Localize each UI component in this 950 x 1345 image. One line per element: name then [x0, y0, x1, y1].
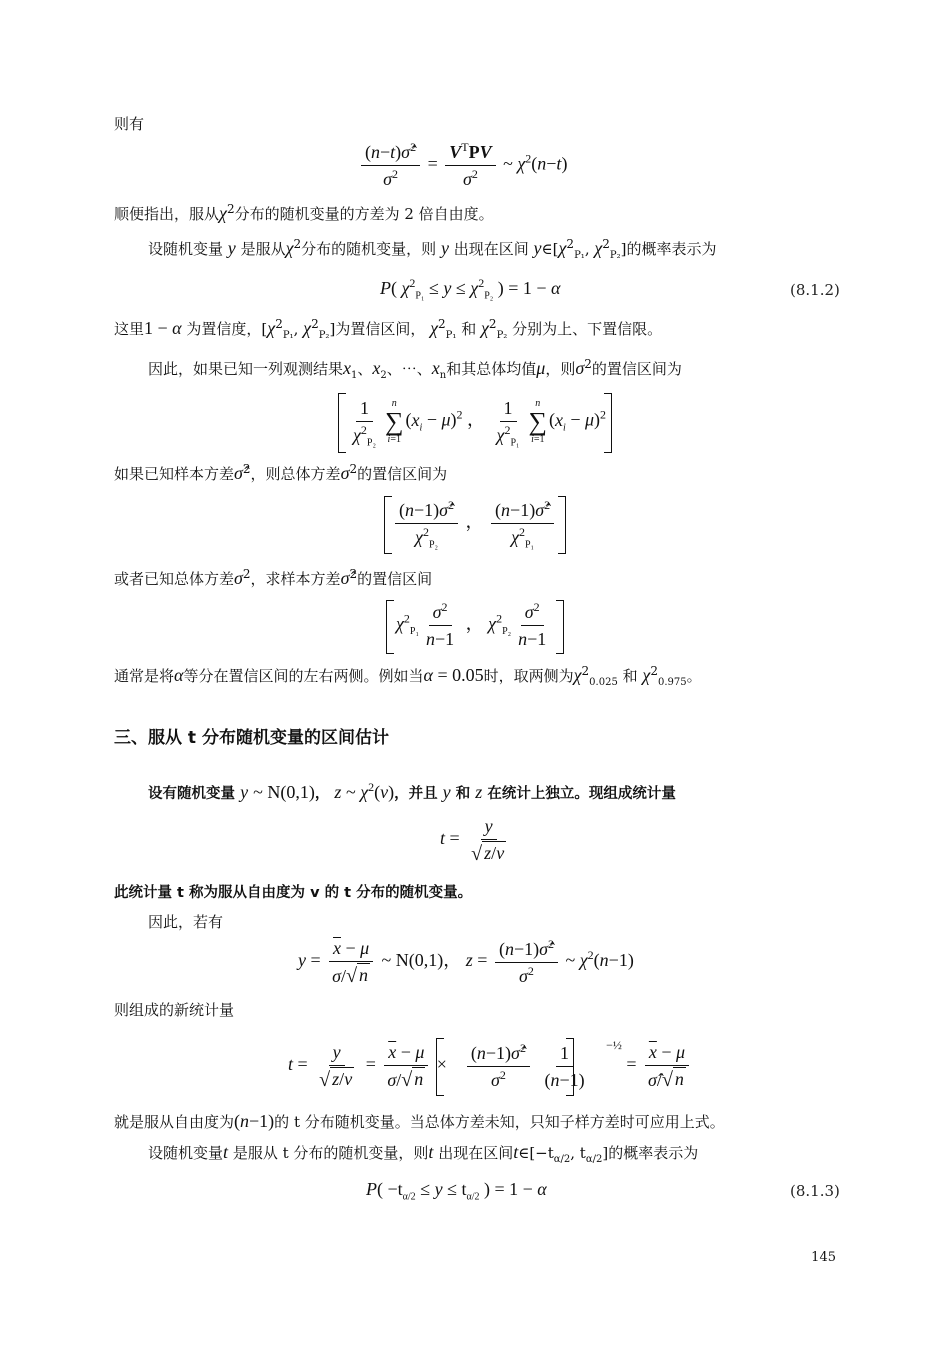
text-line: 顺便指出，服从$\chi^2$分布的随机变量的方差为 2 倍自由度。: [114, 202, 494, 223]
text-line: 设随机变量 y 是服从$\chi^2$分布的随机变量，则 y 出现在区间 $y\in[\chi^2_{P_1}$, $\chi^2_{P_2}$]的概率表示为: [148, 237, 717, 261]
text-line-bold: 此统计量 t 称为服从自由度为 v 的 t 分布的随机变量。: [114, 885, 473, 901]
equation-chi-square-variance: $\frac{(n-t)\sigmâ^2}{\sigma^2}$ = $\frac{V^TPV}{\sigma^2}$ ~ $\chi^2(n-t)$: [358, 140, 567, 191]
equation-t-statistic: t = y √ z/v: [440, 816, 505, 865]
bracket-right: [556, 600, 564, 654]
text-line: 就是服从自由度为(n−1)的 t 分布随机变量。当总体方差未知，只知子样方差时可应用上式。: [114, 1111, 725, 1131]
bracket-left: [384, 496, 392, 554]
equation-y-z-definitions: y = $\overline{x} - \mu$ σ/ √ n ~ N(0,1)， z = $\frac{(n-1)\sigmâ^2}{\sigma^2}$ ~ $\chi^2(n-1)$: [298, 936, 634, 987]
text-line-bold: 设有随机变量 y ~ N(0,1)， z ~ $\chi^2(v)$，并且 y 和 z 在统计上独立。现组成统计量: [148, 780, 676, 802]
equation-8-1-2: P( $\chi^2_{P_1} \le y \le \chi^2_{P_2}$ ) = 1 − α: [380, 276, 561, 302]
page-number: 145: [811, 1250, 836, 1265]
text-line: 通常是将α等分在置信区间的左右两侧。例如当α = 0.05时，取两侧为$\chi^2_{0.025}$ 和 $\chi^2_{0.975}$。: [114, 664, 702, 688]
text-line: 因此，如果已知一列观测结果$x_1$、$x_2$、⋯、$x_n$和其总体均值μ，则$\sigma^2$的置信区间为: [148, 357, 682, 381]
equation-interval-known-variance: $\chi^2_{P_1}$ $\frac{\sigma^2}{n-1}$ ， $\chi^2_{P_2}$ $\frac{\sigma^2}{n-1}$: [396, 600, 547, 649]
text-line: 如果已知样本方差σ̂$^2$，则总体方差$\sigma^2$的置信区间为: [114, 462, 448, 483]
text-line: 或者已知总体方差$\sigma^2$，求样本方差σ̂$^2$的置信区间: [114, 567, 433, 588]
equation-t-derivation: t = y √ z/v = $\overline{x} - \mu$ σ/ √ n × $\frac{(n-1)\sigmâ^2}{\sigma^2}$ $\frac{1}{(n-1)}$ $^{-\frac{1}{2}}$ = $\overline{x} - \mu$ σ̂/ √ n: [288, 1040, 693, 1092]
bracket-right: [558, 496, 566, 554]
equation-interval-known-mean: $\frac{1}{\chi^2_{P_2}}$ n ∑ i=1 $(x_i - \mu)^2$ ， $\frac{1}{\chi^2_{P_1}}$ n ∑ i=1 $(x_i - \mu)^2$: [353, 397, 607, 449]
text-line: 这里1 − α 为置信度，[$\chi^2_{P_1}$, $\chi^2_{P_2}$]为置信区间， $\chi^2_{P_1}$ 和 $\chi^2_{P_2}$ 分别为上、下置信限。: [114, 317, 663, 341]
text-line: 则组成的新统计量: [114, 1001, 235, 1019]
bracket-left: [386, 600, 394, 654]
equation-interval-sample-variance: $\frac{(n-1)\sigmâ^2}{\chi^2_{P_2}}$ ， $\frac{(n-1)\sigmâ^2}{\chi^2_{P_1}}$: [392, 498, 557, 549]
equation-8-1-3: $P( -t_{\alpha/2} \le y \le t_{\alpha/2}$ ) = 1 − α: [366, 1179, 547, 1203]
text-line: 因此，若有: [148, 913, 224, 931]
text-line: 设随机变量t 是服从 t 分布的随机变量，则t 出现在区间$t\in[-t_{\alpha/2}$, $t_{\alpha/2}$]的概率表示为: [148, 1142, 699, 1165]
bracket-left: [338, 393, 346, 453]
text-line: 则有: [114, 115, 145, 133]
equation-number: (8.1.2): [790, 281, 840, 299]
equation-number: (8.1.3): [790, 1182, 840, 1200]
section-heading: 三、服从 t 分布随机变量的区间估计: [114, 728, 389, 748]
